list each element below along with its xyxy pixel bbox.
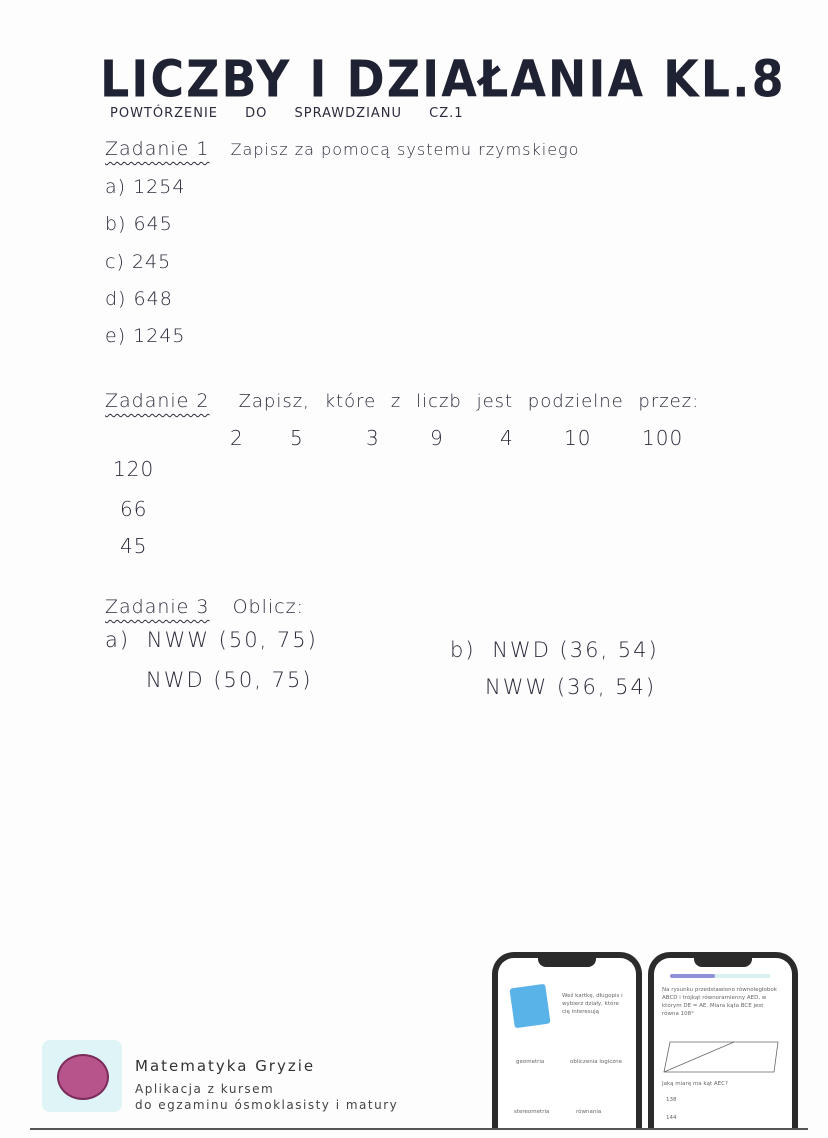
- divisor: 10: [564, 426, 592, 450]
- task1-item: a) 1254: [105, 176, 186, 198]
- task3-b: [450, 638, 659, 662]
- task3-section: [105, 596, 304, 618]
- task1-instruction: Zapisz za pomocą systemu rzymskiego: [230, 140, 580, 159]
- phone2-option[interactable]: 138: [666, 1097, 677, 1103]
- brand-name: Matematyka Gryzie: [135, 1057, 316, 1075]
- task1-item: e) 1245: [105, 325, 186, 347]
- parallelogram-figure: [662, 1038, 782, 1074]
- task3-b1: NWD (36, 54): [492, 638, 659, 662]
- tagline-2: do egzaminu ósmoklasisty i matury: [135, 1098, 399, 1112]
- task3-b-label: b): [450, 638, 476, 662]
- task3-a-label: a): [105, 628, 131, 652]
- task3-a2: NWD (50, 75): [146, 668, 313, 692]
- divisor: 100: [642, 426, 684, 450]
- phone-notch: [694, 957, 752, 967]
- phone2-question: Na rysunku przedstawiono równoległobok ABCD i trójkąt równoramienny AED, w którym DE = AE. Miara kąta BCE jest równa 108°: [662, 987, 777, 1017]
- bottom-divider: [30, 1128, 808, 1130]
- task1-item: c) 245: [105, 251, 172, 273]
- phone-mockup-1: [492, 952, 642, 1128]
- brain-icon: [57, 1054, 109, 1100]
- divisor: 3: [366, 426, 380, 450]
- phone1-intro: Weź kartkę, długopis i wybierz działy, które cię interesują: [562, 993, 623, 1015]
- tagline-1: Aplikacja z kursem: [135, 1082, 275, 1096]
- phone1-cat: stereometria: [514, 1109, 550, 1115]
- page-title: LICZBY I DZIAŁANIA KL.8: [100, 49, 786, 109]
- phone-notch: [538, 957, 596, 967]
- divisor: 2: [230, 426, 244, 450]
- task1-item: d) 648: [105, 288, 173, 310]
- task3-a1: NWW (50, 75): [146, 628, 318, 652]
- phone1-cat: równania: [576, 1109, 602, 1115]
- task3-label: Zadanie 3: [105, 596, 210, 618]
- phone2-ask: Jaką miarę ma kąt AEC?: [662, 1081, 728, 1087]
- phone1-cat: geometria: [516, 1059, 545, 1065]
- divisor: 5: [290, 426, 304, 450]
- phone-mockup-2: [648, 952, 798, 1128]
- task3-a: [105, 628, 318, 652]
- number-row: 66: [120, 497, 148, 521]
- number-row: 120: [113, 457, 155, 481]
- progress-bar: [670, 974, 715, 978]
- task2-section: [105, 390, 699, 412]
- task2-instruction: Zapisz, które z liczb jest podzielne przez:: [238, 391, 700, 412]
- divisor: 4: [500, 426, 514, 450]
- page-subtitle: POWTÓRZENIE DO SPRAWDZIANU CZ.1: [110, 106, 464, 121]
- app-logo: [42, 1040, 122, 1112]
- phone2-option[interactable]: 144: [666, 1115, 677, 1121]
- task2-label: Zadanie 2: [105, 390, 210, 412]
- number-row: 45: [120, 534, 148, 558]
- divisor: 9: [430, 426, 444, 450]
- phone1-cat: obliczenia logiczne: [570, 1059, 623, 1065]
- task3-b2: NWW (36, 54): [485, 675, 657, 699]
- task3-instruction: Oblicz:: [232, 596, 304, 618]
- notebook-illustration: [509, 984, 550, 1029]
- task1-label: Zadanie 1: [105, 138, 210, 160]
- task1-item: b) 645: [105, 213, 173, 235]
- task1-section: [105, 138, 579, 160]
